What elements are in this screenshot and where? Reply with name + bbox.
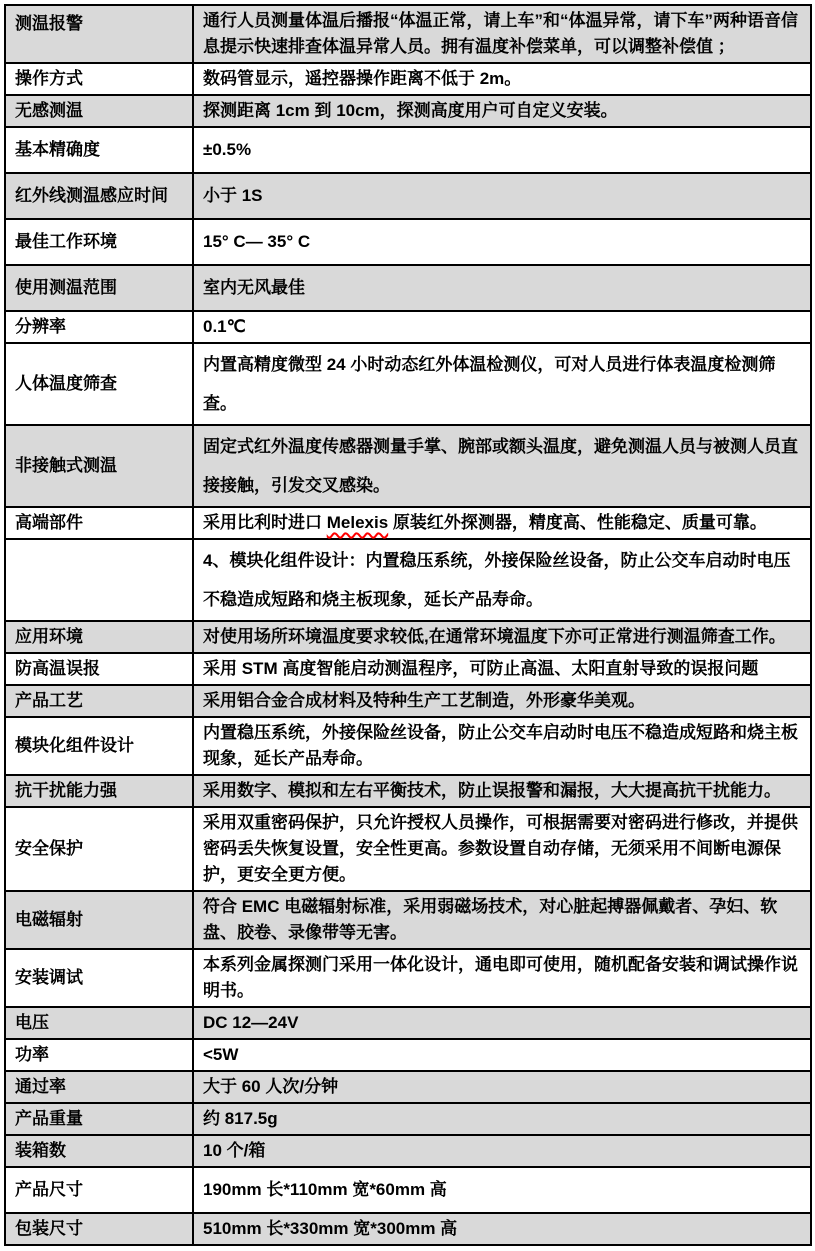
spec-value-cell: 室内无风最佳 xyxy=(193,265,811,311)
table-row xyxy=(5,219,811,265)
spec-value-cell: 采用铝合金合成材料及特种生产工艺制造，外形豪华美观。 xyxy=(193,685,811,717)
spec-value-cell: 510mm 长*330mm 宽*300mm 高 xyxy=(193,1213,811,1245)
table-row xyxy=(5,343,811,425)
spec-value-cell: 采用比利时进口 Melexis 原装红外探测器，精度高、性能稳定、质量可靠。 xyxy=(193,507,811,539)
spec-table xyxy=(4,4,812,1246)
spec-value-cell: 符合 EMC 电磁辐射标准，采用弱磁场技术，对心脏起搏器佩戴者、孕妇、软盘、胶卷、录像带等无害。 xyxy=(193,891,811,949)
spec-table-body xyxy=(5,5,811,1245)
spec-name-cell: 电磁辐射 xyxy=(5,891,193,949)
spec-value-cell: 大于 60 人次/分钟 xyxy=(193,1071,811,1103)
table-row xyxy=(5,1007,811,1039)
spec-name-cell: 模块化组件设计 xyxy=(5,717,193,775)
table-row xyxy=(5,173,811,219)
spec-value-cell: 固定式红外温度传感器测量手掌、腕部或额头温度，避免测温人员与被测人员直接接触，引发交叉感染。 xyxy=(193,425,811,507)
spec-name-cell: 非接触式测温 xyxy=(5,425,193,507)
spec-value-cell: 对使用场所环境温度要求较低,在通常环境温度下亦可正常进行测温筛查工作。 xyxy=(193,621,811,653)
table-row xyxy=(5,1167,811,1213)
table-row xyxy=(5,425,811,507)
spec-name-cell: 包装尺寸 xyxy=(5,1213,193,1245)
table-row xyxy=(5,311,811,343)
spec-value-cell: <5W xyxy=(193,1039,811,1071)
spec-name-cell: 通过率 xyxy=(5,1071,193,1103)
table-row xyxy=(5,127,811,173)
table-row xyxy=(5,63,811,95)
table-row xyxy=(5,685,811,717)
spec-name-cell: 测温报警 xyxy=(5,5,193,63)
table-row xyxy=(5,1135,811,1167)
spec-value-cell: 数码管显示，遥控器操作距离不低于 2m。 xyxy=(193,63,811,95)
spec-value-cell: 内置稳压系统，外接保险丝设备，防止公交车启动时电压不稳造成短路和烧主板现象，延长产品寿命。 xyxy=(193,717,811,775)
spec-name-cell xyxy=(5,539,193,621)
table-row xyxy=(5,1213,811,1245)
spec-name-cell: 使用测温范围 xyxy=(5,265,193,311)
spec-name-cell: 产品重量 xyxy=(5,1103,193,1135)
table-row xyxy=(5,807,811,891)
spec-value-cell: 探测距离 1cm 到 10cm，探测高度用户可自定义安装。 xyxy=(193,95,811,127)
table-row xyxy=(5,1103,811,1135)
spec-name-cell: 抗干扰能力强 xyxy=(5,775,193,807)
table-row xyxy=(5,653,811,685)
spec-value-cell: 本系列金属探测门采用一体化设计，通电即可使用，随机配备安装和调试操作说明书。 xyxy=(193,949,811,1007)
spec-value-cell: 采用数字、模拟和左右平衡技术，防止误报警和漏报，大大提高抗干扰能力。 xyxy=(193,775,811,807)
table-row xyxy=(5,1071,811,1103)
spec-value-cell: 10 个/箱 xyxy=(193,1135,811,1167)
spec-name-cell: 最佳工作环境 xyxy=(5,219,193,265)
spec-name-cell: 安装调试 xyxy=(5,949,193,1007)
table-row xyxy=(5,5,811,63)
spec-name-cell: 电压 xyxy=(5,1007,193,1039)
table-row xyxy=(5,1039,811,1071)
table-row xyxy=(5,507,811,539)
spec-value-cell: ±0.5% xyxy=(193,127,811,173)
table-row xyxy=(5,95,811,127)
spec-value-cell: 采用双重密码保护，只允许授权人员操作，可根据需要对密码进行修改，并提供密码丢失恢复设置，安全性更高。参数设置自动存储，无须采用不间断电源保护，更安全更方便。 xyxy=(193,807,811,891)
spec-value-cell: 190mm 长*110mm 宽*60mm 高 xyxy=(193,1167,811,1213)
spec-value-cell: DC 12—24V xyxy=(193,1007,811,1039)
table-row xyxy=(5,949,811,1007)
table-row xyxy=(5,775,811,807)
spec-name-cell: 产品尺寸 xyxy=(5,1167,193,1213)
table-row xyxy=(5,621,811,653)
spec-value-cell: 内置高精度微型 24 小时动态红外体温检测仪，可对人员进行体表温度检测筛查。 xyxy=(193,343,811,425)
spec-name-cell: 安全保护 xyxy=(5,807,193,891)
spec-name-cell: 基本精确度 xyxy=(5,127,193,173)
spec-name-cell: 功率 xyxy=(5,1039,193,1071)
spec-name-cell: 无感测温 xyxy=(5,95,193,127)
spec-value-cell: 采用 STM 高度智能启动测温程序，可防止高温、太阳直射导致的误报问题 xyxy=(193,653,811,685)
spec-name-cell: 红外线测温感应时间 xyxy=(5,173,193,219)
spec-name-cell: 分辨率 xyxy=(5,311,193,343)
spec-name-cell: 产品工艺 xyxy=(5,685,193,717)
table-row xyxy=(5,717,811,775)
spec-value-cell: 4、模块化组件设计：内置稳压系统，外接保险丝设备，防止公交车启动时电压不稳造成短路和烧主板现象，延长产品寿命。 xyxy=(193,539,811,621)
spec-value-cell: 约 817.5g xyxy=(193,1103,811,1135)
spec-name-cell: 装箱数 xyxy=(5,1135,193,1167)
table-row xyxy=(5,265,811,311)
spec-value-cell: 15° C— 35° C xyxy=(193,219,811,265)
spec-value-cell: 通行人员测量体温后播报“体温正常，请上车”和“体温异常，请下车”两种语音信息提示快速排查体温异常人员。拥有温度补偿菜单，可以调整补偿值 ； xyxy=(193,5,811,63)
table-row xyxy=(5,539,811,621)
misspelled-word: Melexis xyxy=(326,513,389,532)
spec-name-cell: 人体温度筛查 xyxy=(5,343,193,425)
spec-value-cell: 0.1℃ xyxy=(193,311,811,343)
spec-name-cell: 防高温误报 xyxy=(5,653,193,685)
spec-value-cell: 小于 1S xyxy=(193,173,811,219)
spec-name-cell: 应用环境 xyxy=(5,621,193,653)
spec-name-cell: 操作方式 xyxy=(5,63,193,95)
table-row xyxy=(5,891,811,949)
spec-name-cell: 高端部件 xyxy=(5,507,193,539)
